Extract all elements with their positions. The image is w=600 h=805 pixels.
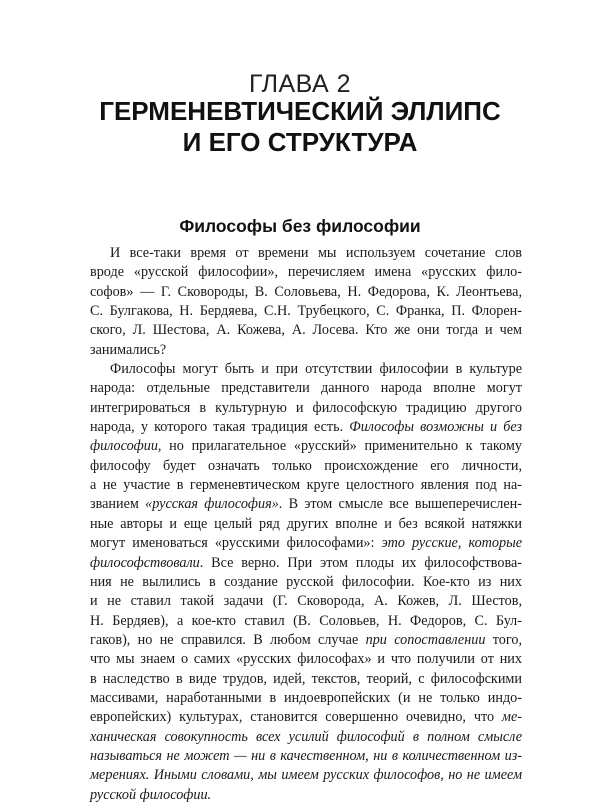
chapter-label: ГЛАВА 2 (248, 70, 352, 98)
text-segment: философу будет означать только происхождение его личности, (90, 457, 522, 474)
text-line (90, 631, 522, 650)
italic-text-segment: «русская философия» (145, 496, 279, 513)
text-line (90, 670, 522, 689)
italic-text-segment: называться не может — ни в качественном, ни в количественном из- (90, 747, 522, 764)
text-segment: Философы могут быть и при отсутствии философии в культуре (110, 361, 522, 378)
text-segment: И все-таки время от времени мы используем сочетание слов (110, 245, 522, 261)
italic-text-segment: ме- (501, 709, 522, 726)
text-segment: и не ставил такой задачи (Г. Сковорода, А. Кожев, Л. Шестов, (90, 593, 522, 610)
italic-text-segment: философствовали (90, 554, 200, 571)
text-segment: С. Булгакова, Н. Бердяева, С.Н. Трубецкого, С. Франка, П. Флорен- (90, 303, 522, 320)
text-line (90, 612, 522, 631)
text-segment: могут именоваться «русскими философами»: (90, 535, 382, 552)
text-line (90, 592, 522, 611)
text-line (90, 573, 522, 592)
text-segment: ния не вылились в создание русской философии. Кое-кто из них (90, 573, 522, 590)
text-line (90, 244, 522, 263)
text-segment: вроде «русской философии», перечисляем имена «русских фило- (90, 264, 522, 281)
chapter-title-line1: ГЕРМЕНЕВТИЧЕСКИЙ ЭЛЛИПС (99, 96, 501, 126)
text-segment: массивами, наработанными в индоевропейских (и не только индо- (90, 689, 522, 706)
text-segment: в наследство в виде трудов, идей, текстов, теорий, с философскими (90, 670, 522, 687)
text-segment: , но прилагательное «русский» применительно к такому (157, 438, 522, 455)
italic-text-segment: это русские, которые (381, 535, 522, 552)
text-line (90, 689, 522, 708)
italic-text-segment: Философы возможны и без (349, 419, 522, 436)
text-segment: народа: отдельные представители данного народа вполне могут (90, 380, 522, 397)
text-segment: того, (485, 631, 523, 648)
text-segment: ные авторы и еще целый ряд других вполне и без всякой натяжки (90, 515, 522, 532)
text-line (90, 495, 522, 514)
italic-text-segment: философии (90, 438, 158, 455)
text-line (90, 379, 522, 398)
text-line (90, 554, 522, 573)
section-title: Философы без философии (179, 216, 421, 236)
italic-text-segment: ханическая совокупность всех усилий философий в полном смысле (90, 728, 522, 745)
text-line (90, 534, 522, 553)
text-segment: званием (90, 496, 146, 513)
text-segment: . В этом смысле все вышеперечислен- (278, 496, 522, 513)
chapter-title-line2: И ЕГО СТРУКТУРА (182, 127, 418, 157)
text-segment: а не участие в герменевтическом круге целостного явления под на- (90, 477, 522, 494)
text-line (90, 360, 522, 379)
text-line (90, 650, 522, 669)
text-line (90, 263, 522, 282)
text-line (90, 283, 522, 302)
text-segment: ского, Л. Шестова, А. Кожева, А. Лосева. Кто же они тогда и чем (90, 322, 522, 339)
text-line (90, 786, 522, 805)
text-segment: европейских) культурах, становится совершенно очевидно, что (90, 709, 502, 726)
text-line (90, 399, 522, 418)
text-segment: . Все верно. При этом плоды их философствова- (199, 554, 522, 571)
italic-text-segment: мерениях. Иными словами, мы имеем русских философов, но не имеем (90, 767, 522, 784)
text-line (90, 728, 522, 747)
italic-text-segment: при сопоставлении (365, 631, 486, 648)
text-line (90, 476, 522, 495)
text-line (90, 437, 522, 456)
text-line (90, 766, 522, 785)
italic-text-segment: русской философии. (90, 786, 212, 803)
text-line (90, 321, 522, 340)
text-line (90, 418, 522, 437)
text-line (90, 457, 522, 476)
text-segment: интегрироваться в культурную и философскую традицию другого (90, 399, 522, 416)
text-line (90, 341, 522, 360)
text-segment: гаков), но не справился. В любом случае (90, 631, 366, 648)
text-segment: что мы знаем о самих «русских философах» и что получили от них (90, 651, 522, 668)
text-line (90, 708, 522, 727)
chapter-title (0, 96, 600, 158)
text-line (90, 515, 522, 534)
text-segment: софов» — Г. Сковороды, В. Соловьева, Н. Федорова, К. Леонтьева, (90, 283, 522, 300)
text-segment: народа, у которого такая традиция есть. (90, 419, 350, 436)
text-line (90, 302, 522, 321)
body-text (90, 244, 522, 805)
text-segment: занимались? (90, 341, 167, 358)
text-segment: Н. Бердяев), а кое-кто ставил (В. Соловьев, Н. Федоров, С. Бул- (90, 612, 522, 629)
